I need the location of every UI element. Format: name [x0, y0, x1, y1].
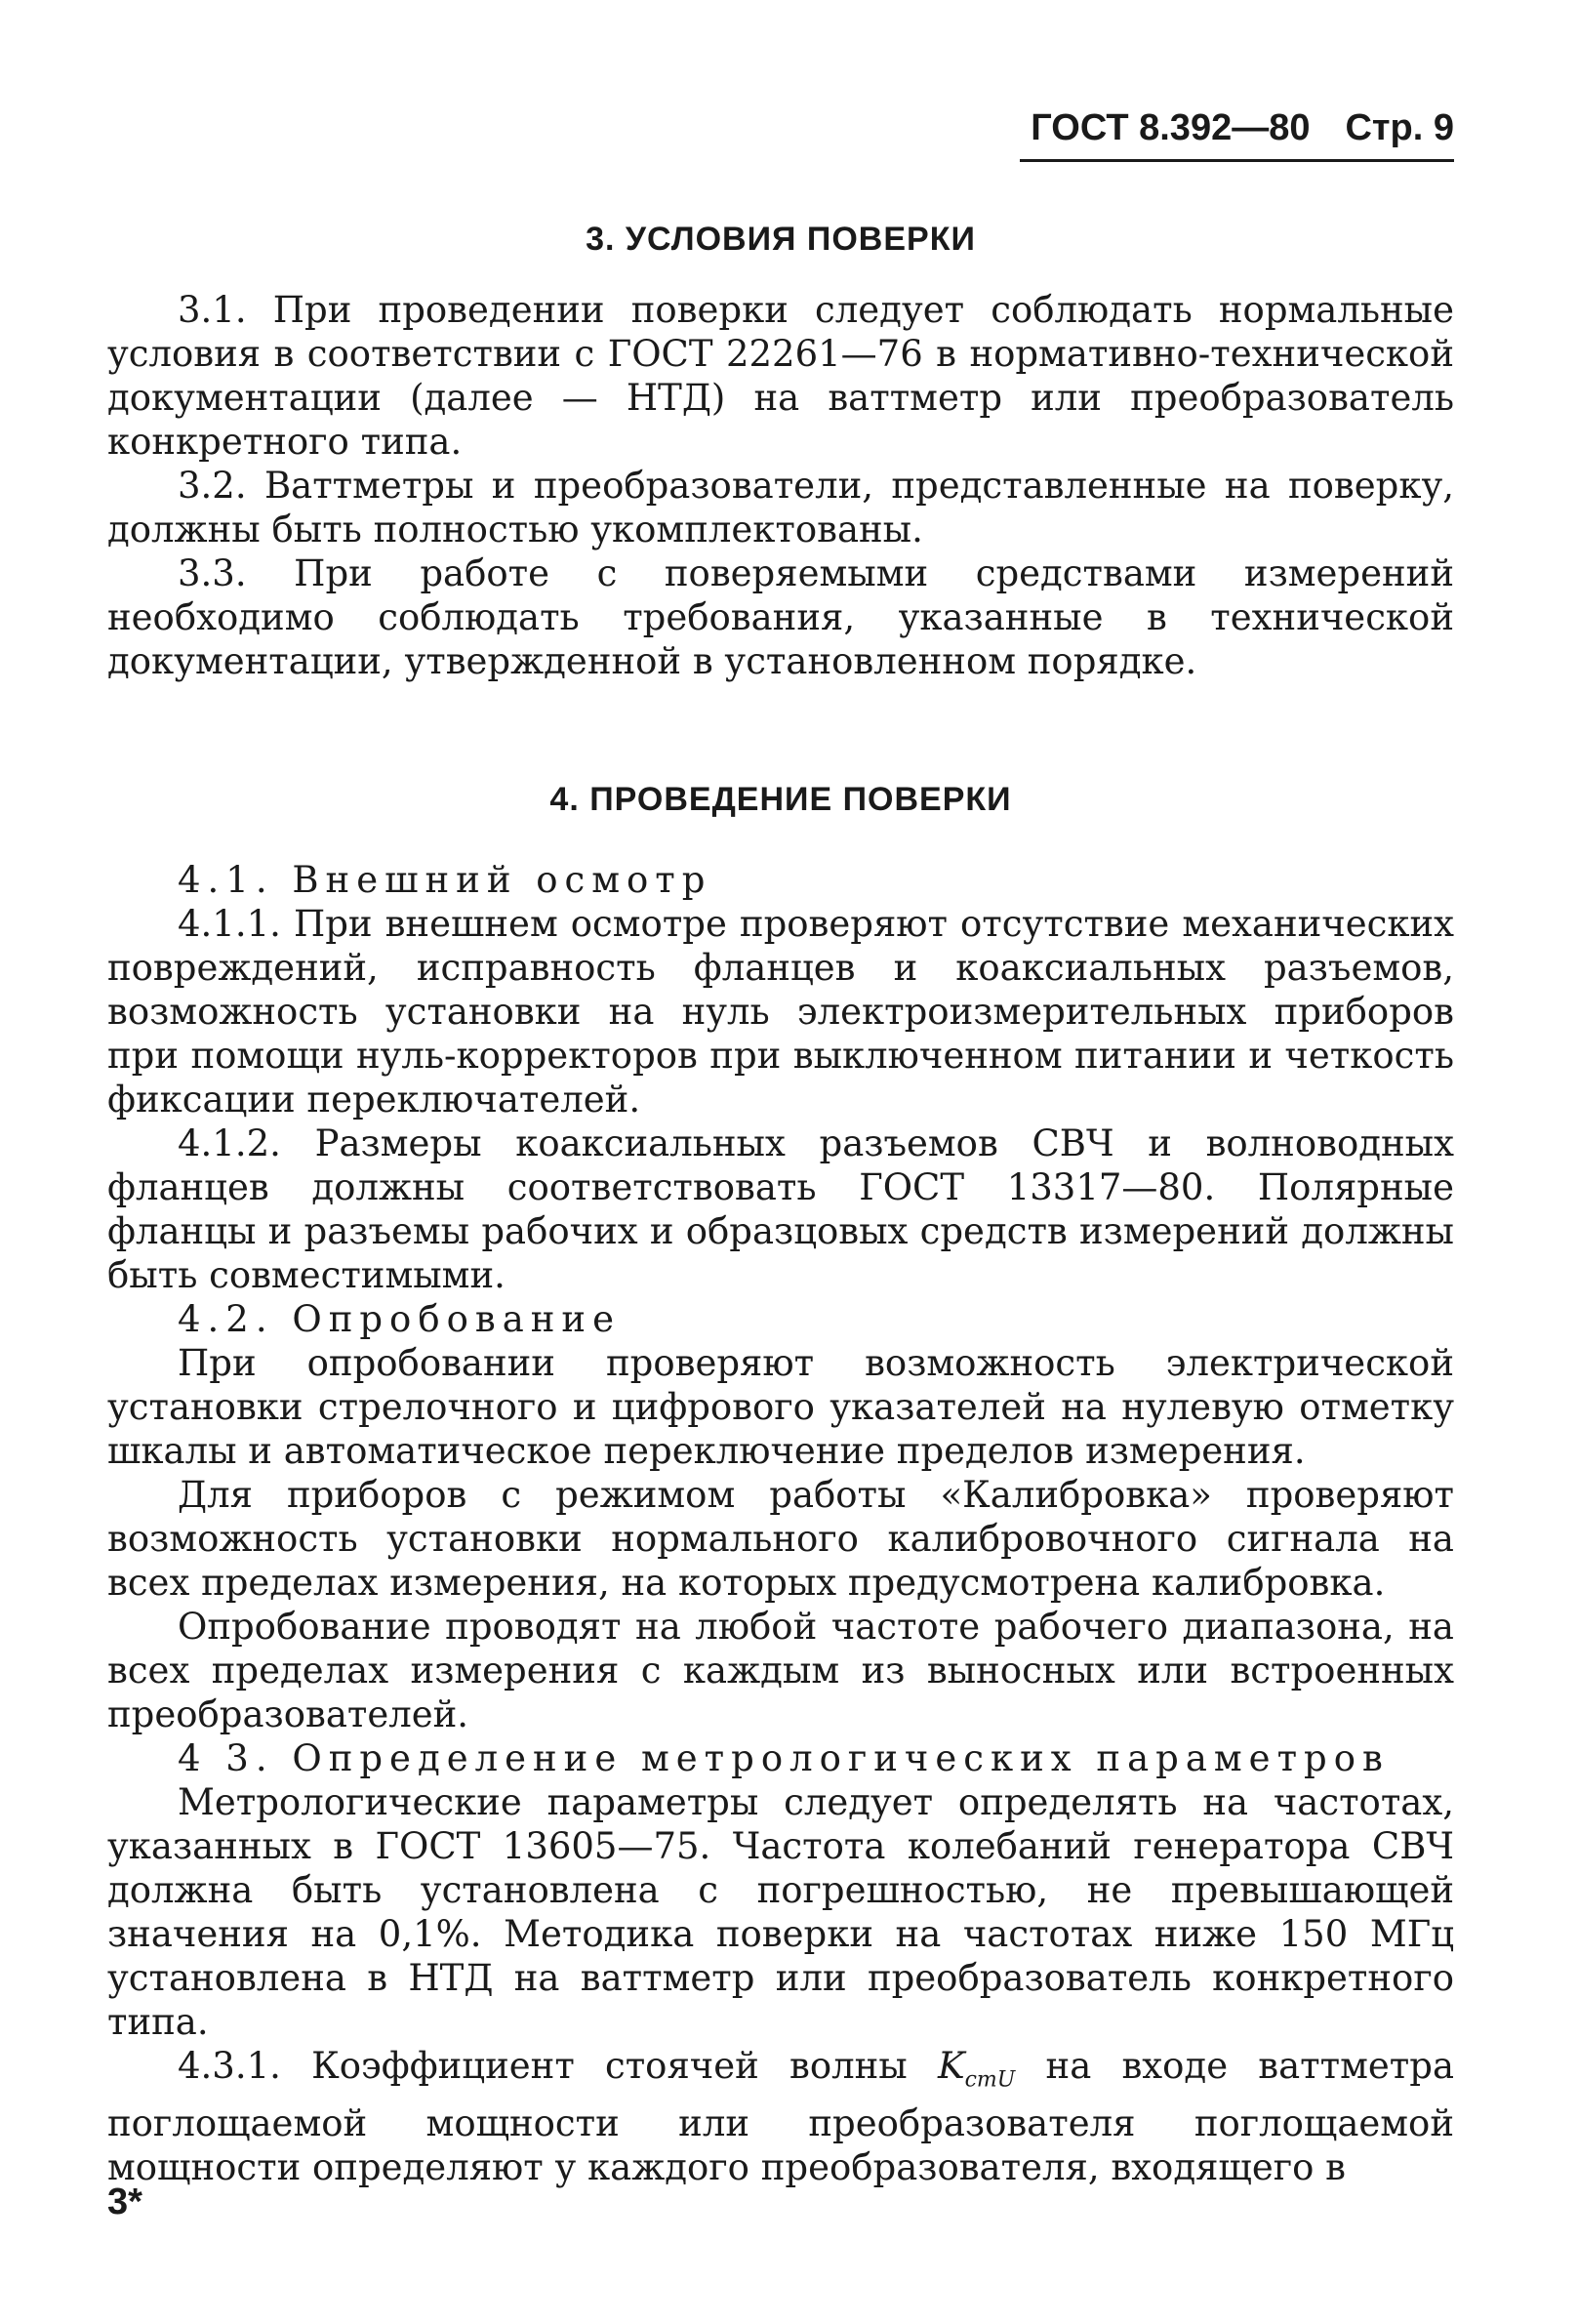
document-number: ГОСТ 8.392—80 — [1031, 107, 1311, 148]
paragraph-3-2: 3.2. Ваттметры и преобразователи, представленные на поверку, должны быть полностью укомплектованы. — [107, 465, 1454, 550]
document-page — [107, 107, 1454, 2189]
paragraph-4-3-1-start: 4.3.1. Коэффициент стоячей волны — [178, 2045, 908, 2087]
paragraph-4-3-1-end: на входе ваттметра поглощаемой мощности или преобразователя поглощаемой мощности определяют у каждого преобразователя, входящего в — [107, 2045, 1455, 2189]
paragraph-4-1-2: 4.1.2. Размеры коаксиальных разъемов СВЧ и волноводных фланцев должны соответствовать ГОСТ 13317—80. Полярные фланцы и разъемы рабочих и образцовых средств измерений должны быть совместимыми. — [107, 1122, 1454, 1296]
section-3-title: 3. УСЛОВИЯ ПОВЕРКИ — [586, 221, 976, 258]
page-header — [1020, 107, 1454, 162]
ksv-symbol-letter: K — [937, 2045, 965, 2087]
paragraph-4-2-a: При опробовании проверяют возможность электрической установки стрелочного и цифрового указателей на нулевую отметку шкалы и автоматическое переключение пределов измерения. — [107, 1342, 1454, 1472]
page-number: Стр. 9 — [1345, 107, 1454, 148]
paragraph-3-1: 3.1. При проведении поверки следует соблюдать нормальные условия в соответствии с ГОСТ 22261—76 в нормативно-технической документации (далее — НТД) на ваттметр или преобразователь конкретного типа. — [107, 289, 1454, 463]
subsection-4-3-heading: 4 3. Определение метрологических параметров — [178, 1737, 1390, 1779]
paragraph-4-2-c: Опробование проводят на любой частоте рабочего диапазона, на всех пределах измерения с каждым из выносных или встроенных преобразователей. — [107, 1606, 1454, 1735]
paragraph-4-2-b: Для приборов с режимом работы «Калибровка» проверяют возможность установки нормального калибровочного сигнала на всех пределах измерения, на которых предусмотрена калибровка. — [107, 1474, 1454, 1604]
paragraph-4-3-1 — [107, 2044, 1454, 2189]
subsection-4-2-heading: 4.2. Опробование — [178, 1298, 621, 1340]
paragraph-4-1-1: 4.1.1. При внешнем осмотре проверяют отсутствие механических повреждений, исправность фланцев и коаксиальных разъемов, возможность установки на нуль электроизмерительных приборов при помощи нуль-корректоров при выключенном питании и четкость фиксации переключателей. — [107, 903, 1454, 1121]
paragraph-3-3: 3.3. При работе с поверяемыми средствами измерений необходимо соблюдать требования, указанные в технической документации, утвержденной в установленном порядке. — [107, 552, 1454, 682]
ksv-symbol-subscript: стU — [964, 2067, 1016, 2093]
section-4-title: 4. ПРОВЕДЕНИЕ ПОВЕРКИ — [549, 781, 1012, 818]
ksv-symbol — [937, 2045, 1016, 2093]
paragraph-4-3: Метрологические параметры следует определять на частотах, указанных в ГОСТ 13605—75. Частота колебаний генератора СВЧ должна быть установлена с погрешностью, не превышающей значения на 0,1%. Методика поверки на частотах ниже 150 МГц установлена в НТД на ваттметр или преобразователь конкретного типа. — [107, 1781, 1454, 2043]
subsection-4-1-heading: 4.1. Внешний осмотр — [178, 859, 712, 901]
signature-mark: 3* — [107, 2181, 142, 2222]
